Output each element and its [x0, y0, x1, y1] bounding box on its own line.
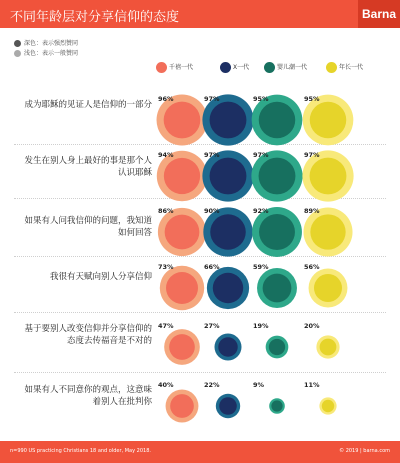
- value-label: 59%: [253, 263, 269, 271]
- value-label: 40%: [158, 381, 174, 389]
- bubble-inner: [320, 339, 337, 356]
- value-label: 94%: [158, 151, 174, 159]
- value-label: 19%: [253, 322, 269, 330]
- bubble-inner: [170, 394, 194, 418]
- value-label: 97%: [304, 151, 320, 159]
- bubble-inner: [169, 334, 195, 360]
- value-label: 97%: [204, 151, 220, 159]
- value-label: 90%: [204, 207, 220, 215]
- bubble-inner: [259, 214, 295, 250]
- bubble-inner: [218, 337, 237, 356]
- copyright: © 2019 | barna.com: [339, 448, 390, 454]
- bubble-inner: [165, 215, 200, 250]
- value-label: 97%: [253, 151, 269, 159]
- value-label: 96%: [158, 95, 174, 103]
- bubble-inner: [210, 214, 246, 250]
- row-label: 发生在别人身上最好的事是那个人认识耶稣: [24, 156, 152, 178]
- bubble-inner: [210, 102, 247, 139]
- value-label: 56%: [304, 263, 320, 271]
- bubble-inner: [210, 158, 247, 195]
- value-label: 86%: [158, 207, 174, 215]
- row-label: 基于要别人改变信仰并分享信仰的态度去传福音是不对的: [24, 324, 152, 346]
- bubble-inner: [310, 102, 346, 138]
- row-label: 我很有天赋向别人分享信仰: [49, 272, 152, 282]
- value-label: 73%: [158, 263, 174, 271]
- bubble-inner: [164, 158, 200, 194]
- row-label: 成为耶稣的见证人是信仰的一部分: [24, 100, 152, 110]
- row-label: 如果有人问我信仰的问题，我知道如何回答: [24, 216, 152, 238]
- bubble-inner: [164, 102, 201, 139]
- bubble-inner: [263, 274, 292, 303]
- bubble-inner: [322, 400, 334, 412]
- footer-bar: [0, 441, 400, 463]
- bubble-inner: [219, 397, 237, 415]
- row-label: 如果有人不同意你的观点，这意味着别人在批判你: [24, 385, 152, 407]
- value-label: 27%: [204, 322, 220, 330]
- bubble-inner: [269, 339, 285, 355]
- footnote: n=990 US practicing Christians 18 and older, May 2018.: [10, 448, 151, 454]
- barna-logo: Barna: [358, 0, 400, 28]
- bubble-inner: [259, 158, 296, 195]
- bubble-inner: [166, 272, 198, 304]
- legend-label: 千禧一代: [169, 64, 194, 71]
- key-dark-text: 深色：表示强烈赞同: [24, 40, 79, 47]
- value-label: 92%: [253, 207, 269, 215]
- value-label: 20%: [304, 322, 320, 330]
- bubble-inner: [314, 274, 342, 302]
- page-title: 不同年龄层对分享信仰的态度: [10, 10, 180, 25]
- bubble-inner: [213, 273, 243, 303]
- legend-label: X一代: [233, 64, 250, 71]
- value-label: 95%: [253, 95, 269, 103]
- bubble-inner: [310, 214, 345, 249]
- value-label: 9%: [253, 381, 265, 389]
- bubble-inner: [259, 102, 295, 138]
- key-light-text: 浅色：表示一般赞同: [24, 50, 79, 57]
- bubble-inner: [271, 400, 282, 411]
- value-label: 95%: [304, 95, 320, 103]
- legend-label: 婴儿潮一代: [277, 64, 308, 71]
- value-label: 47%: [158, 322, 174, 330]
- value-label: 89%: [304, 207, 320, 215]
- bubble-inner: [310, 158, 347, 195]
- legend-label: 年长一代: [339, 64, 364, 71]
- value-label: 22%: [204, 381, 220, 389]
- value-label: 11%: [304, 381, 320, 389]
- value-label: 66%: [204, 263, 220, 271]
- value-label: 97%: [204, 95, 220, 103]
